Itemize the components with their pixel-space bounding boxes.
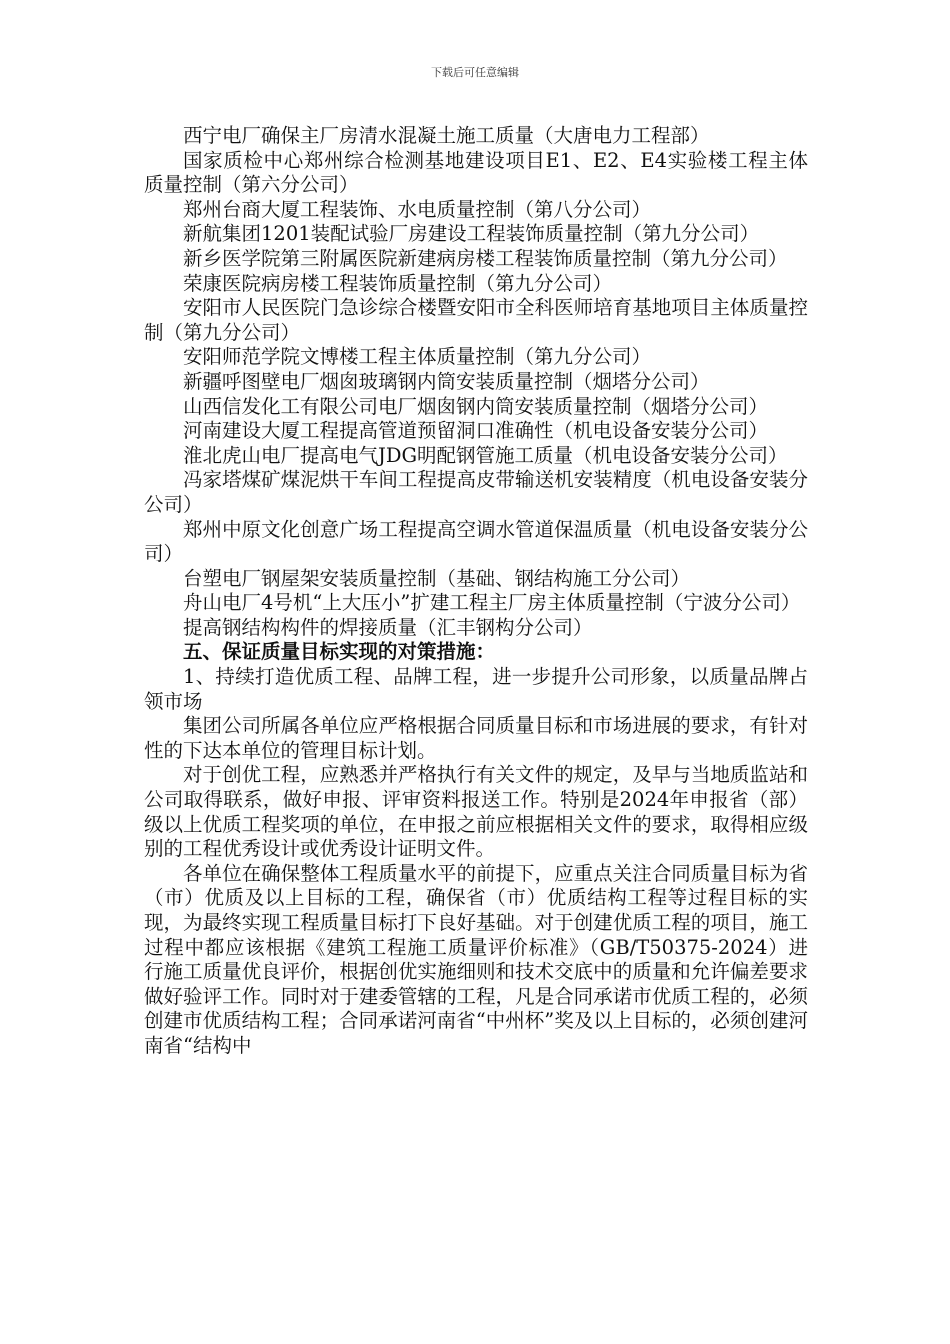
body-paragraph: 提高钢结构构件的焊接质量（汇丰钢构分公司） — [183, 615, 593, 639]
body-paragraph: 安阳师范学院文博楼工程主体质量控制（第九分公司） — [183, 345, 652, 369]
body-paragraph: 安阳市人民医院门急诊综合楼暨安阳市全科医师培育基地项目主体质量控制（第九分公司） — [144, 296, 808, 344]
page-header-note: 下载后可任意编辑 — [431, 66, 519, 79]
body-paragraph: 1、持续打造优质工程、品牌工程，进一步提升公司形象，以质量品牌占领市场 — [144, 665, 808, 713]
body-paragraph: 郑州台商大厦工程装饰、水电质量控制（第八分公司） — [183, 197, 652, 221]
body-paragraph: 淮北虎山电厂提高电气JDG明配钢管施工质量（机电设备安装分公司） — [183, 443, 788, 467]
body-paragraph: 新疆呼图壁电厂烟囱玻璃钢内筒安装质量控制（烟塔分公司） — [183, 369, 710, 393]
body-paragraph: 台塑电厂钢屋架安装质量控制（基础、钢结构施工分公司） — [183, 566, 691, 590]
section-heading: 五、保证质量目标实现的对策措施： — [183, 640, 496, 664]
document-body — [144, 124, 808, 1059]
body-paragraph: 冯家塔煤矿煤泥烘干车间工程提高皮带输送机安装精度（机电设备安装分公司） — [144, 468, 808, 516]
body-paragraph: 国家质检中心郑州综合检测基地建设项目E1、E2、E4实验楼工程主体质量控制（第六分公司） — [144, 148, 808, 197]
body-paragraph: 各单位在确保整体工程质量水平的前提下，应重点关注合同质量目标为省（市）优质及以上目标的工程，确保省（市）优质结构工程等过程目标的实现，为最终实现工程质量目标打下良好基础。对于创建优质工程的项目，施工过程中都应该根据《建筑工程施工质量评价标准》（GB/T50375-2024）进行施工质量优良评价，根据创优实施细则和技术交底中的质量和允许偏差要求做好验评工作。同时对于建委管辖的工程，凡是合同承诺市优质工程的，必须创建市优质结构工程；合同承诺河南省“中州杯”奖及以上目标的，必须创建河南省“结构中 — [144, 861, 808, 1057]
body-paragraph: 郑州中原文化创意广场工程提高空调水管道保温质量（机电设备安装分公司） — [144, 517, 808, 566]
body-paragraph: 新乡医学院第三附属医院新建病房楼工程装饰质量控制（第九分公司） — [183, 246, 788, 270]
body-paragraph: 对于创优工程，应熟悉并严格执行有关文件的规定，及早与当地质监站和公司取得联系，做好申报、评审资料报送工作。特别是2024年申报省（部）级以上优质工程奖项的单位，在申报之前应根据相关文件的要求，取得相应级别的工程优秀设计或优秀设计证明文件。 — [144, 763, 808, 861]
body-paragraph: 舟山电厂4号机“上大压小”扩建工程主厂房主体质量控制（宁波分公司） — [183, 591, 801, 615]
body-paragraph: 山西信发化工有限公司电厂烟囱钢内筒安装质量控制（烟塔分公司） — [183, 394, 769, 418]
body-paragraph: 河南建设大厦工程提高管道预留洞口准确性（机电设备安装分公司） — [183, 419, 769, 443]
body-paragraph: 西宁电厂确保主厂房清水混凝土施工质量（大唐电力工程部） — [183, 124, 710, 147]
body-paragraph: 集团公司所属各单位应严格根据合同质量目标和市场进展的要求，有针对性的下达本单位的管理目标计划。 — [144, 714, 808, 762]
body-paragraph: 新航集团1201装配试验厂房建设工程装饰质量控制（第九分公司） — [183, 222, 760, 246]
body-paragraph: 荣康医院病房楼工程装饰质量控制（第九分公司） — [183, 271, 613, 295]
